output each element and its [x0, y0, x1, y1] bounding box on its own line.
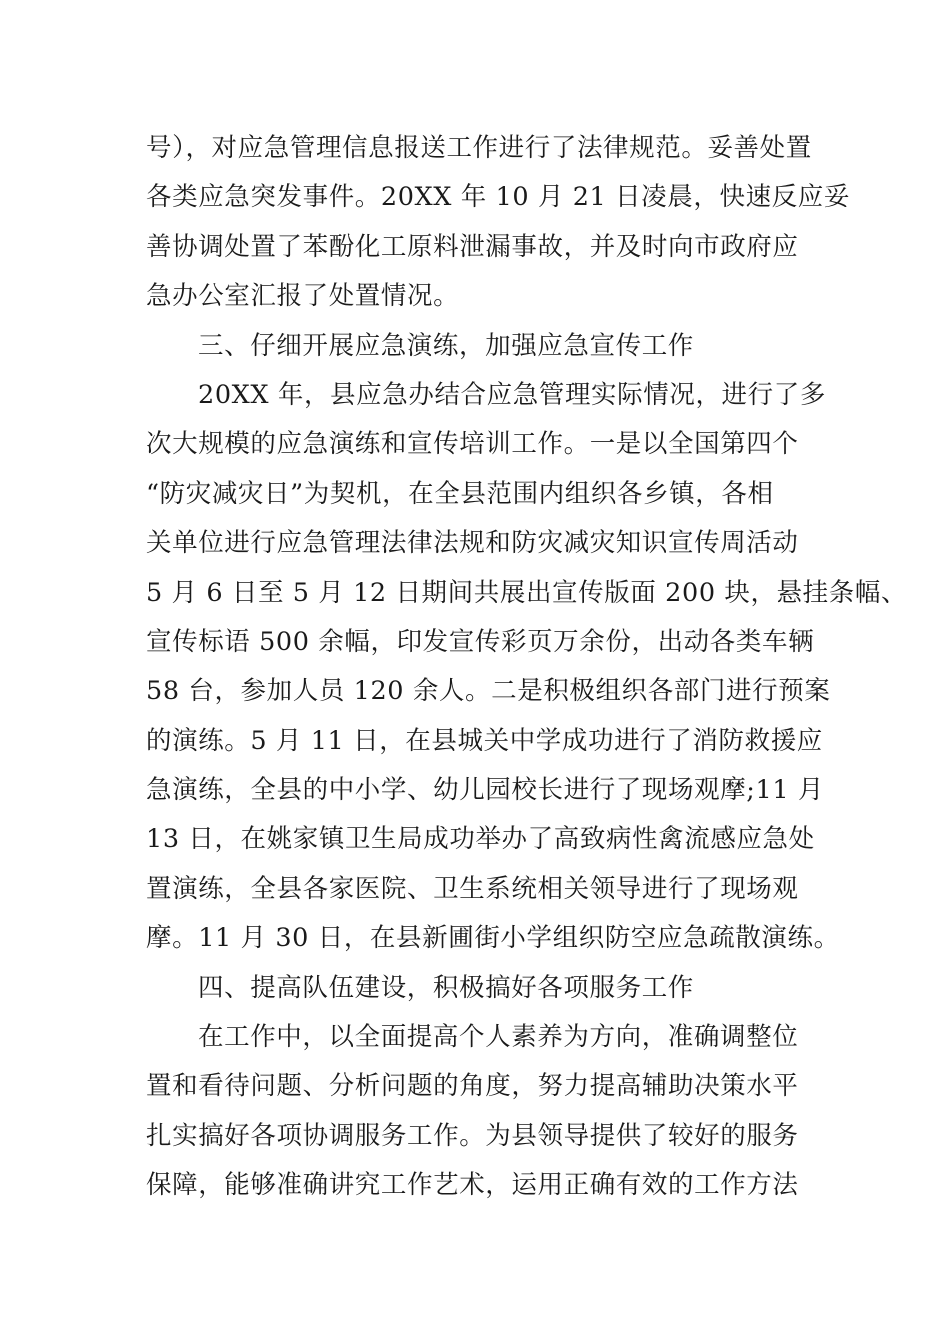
body-line: 扎实搞好各项协调服务工作。为县领导提供了较好的服务 — [146, 1120, 799, 1151]
body-line: 善协调处置了苯酚化工原料泄漏事故，并及时向市政府应 — [146, 231, 799, 262]
paragraph-first-line: 20XX 年，县应急办结合应急管理实际情况，进行了多 — [198, 379, 826, 410]
body-line: 各类应急突发事件。20XX 年 10 月 21 日凌晨，快速反应妥 — [146, 182, 850, 213]
body-line: 急演练，全县的中小学、幼儿园校长进行了现场观摩;11 月 — [146, 775, 824, 806]
body-line: 急办公室汇报了处置情况。 — [146, 281, 460, 312]
paragraph-first-line: 在工作中，以全面提高个人素养为方向，准确调整位 — [198, 1022, 799, 1053]
body-line: “防灾减灾日”为契机，在全县范围内组织各乡镇，各相 — [146, 478, 774, 509]
body-line: 次大规模的应急演练和宣传培训工作。一是以全国第四个 — [146, 429, 799, 460]
document-body — [146, 124, 908, 1211]
body-line: 置演练，全县各家医院、卫生系统相关领导进行了现场观 — [146, 873, 799, 904]
body-line: 58 台，参加人员 120 余人。二是积极组织各部门进行预案 — [146, 676, 831, 707]
body-line: 摩。11 月 30 日，在县新圃街小学组织防空应急疏散演练。 — [146, 923, 840, 954]
body-line: 关单位进行应急管理法律法规和防灾减灾知识宣传周活动 — [146, 528, 799, 559]
body-line: 5 月 6 日至 5 月 12 日期间共展出宣传版面 200 块，悬挂条幅、 — [146, 577, 908, 608]
body-line: 13 日，在姚家镇卫生局成功举办了高致病性禽流感应急处 — [146, 824, 815, 855]
section-heading: 四、提高队伍建设，积极搞好各项服务工作 — [198, 972, 694, 1003]
body-line: 保障，能够准确讲究工作艺术，运用正确有效的工作方法 — [146, 1170, 799, 1201]
section-heading: 三、仔细开展应急演练，加强应急宣传工作 — [198, 330, 694, 361]
body-line: 宣传标语 500 余幅，印发宣传彩页万余份，出动各类车辆 — [146, 626, 815, 657]
body-line: 的演练。5 月 11 日，在县城关中学成功进行了消防救援应 — [146, 725, 823, 756]
body-line: 号），对应急管理信息报送工作进行了法律规范。妥善处置 — [146, 133, 812, 163]
body-line: 置和看待问题、分析问题的角度，努力提高辅助决策水平 — [146, 1071, 799, 1102]
